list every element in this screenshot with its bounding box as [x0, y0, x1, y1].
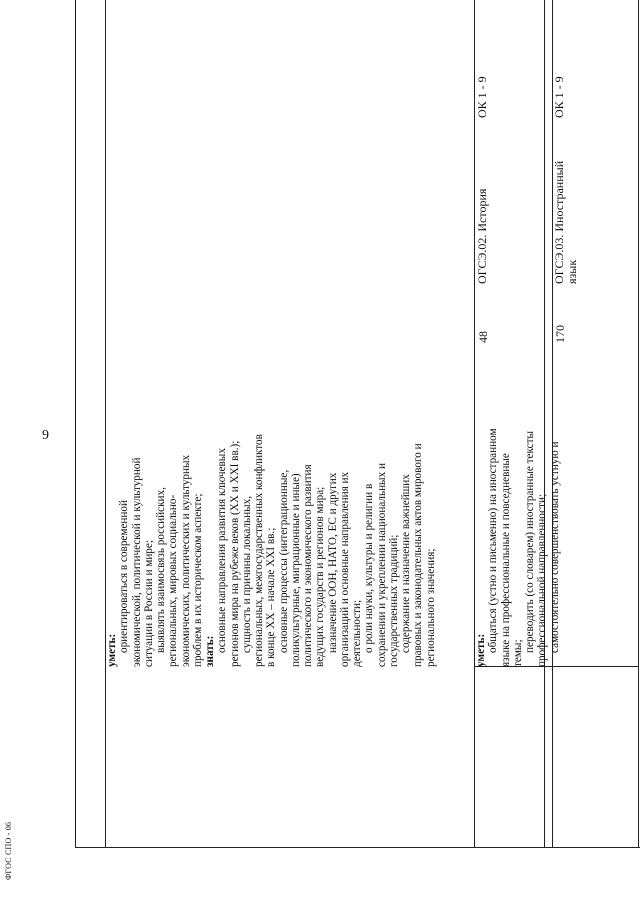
row-2-hours: 170 [553, 325, 567, 343]
content-line: в конце XX – начале XXI вв.; [265, 527, 278, 667]
content-line: ситуации в России и мире; [142, 540, 155, 667]
table-border-left [75, 847, 640, 848]
row-1-discipline: ОГСЭ.02. История [475, 188, 489, 284]
content-line: сохранении и укреплении национальных и [375, 463, 388, 667]
content-line: выявлять взаимосвязь российских, [155, 487, 167, 653]
content-line: темы; [511, 639, 524, 667]
content-line: деятельности; [351, 599, 363, 667]
content-line: регионального значения; [424, 548, 437, 667]
content-line: уметь: [475, 633, 487, 667]
row-1-competencies: ОК 1 - 9 [475, 76, 489, 118]
discipline-line: язык [565, 259, 579, 284]
content-line: поликультурные, миграционные и иные) [289, 473, 302, 667]
content-line: регионов мира на рубеже веков (XX и XXI вв.); [228, 440, 241, 667]
discipline-line: ОГСЭ.03. Иностранный [552, 160, 566, 284]
content-line: языке на профессиональные и повседневные [499, 453, 512, 667]
content-line: знать: [204, 635, 216, 667]
col-line-3 [544, 0, 545, 848]
content-line: содержание и назначение важнейших [400, 474, 412, 653]
content-line: уметь: [106, 633, 118, 667]
content-line: государственных традиций; [387, 534, 400, 667]
content-line: ориентироваться в современной [118, 500, 131, 653]
col-line-1 [105, 0, 106, 848]
rotated-table [75, 0, 640, 848]
table-border-bottom [638, 0, 639, 848]
content-line: экономической, политической и культурной [130, 457, 143, 667]
content-line: экономических, политических и культурных [179, 454, 192, 667]
table-border-top [75, 0, 76, 848]
row-1-content [106, 434, 437, 667]
content-line: основные направления развития ключевых [216, 448, 229, 653]
row-2-content [475, 428, 561, 667]
content-line: переводить (со словарем) иностранные тексты [524, 431, 536, 653]
footer-code: ФГОС СПО - 06 [4, 821, 13, 880]
content-line: организаций и основные направления их [338, 471, 351, 667]
content-line: сущность и причины локальных, [240, 496, 253, 653]
content-line: профессиональной направленности; [536, 493, 549, 667]
content-line: назначение ООН, НАТО, ЕС и других [326, 472, 339, 653]
content-line: проблем в их историческом аспекте; [191, 493, 204, 667]
content-line: общаться (устно и письменно) на иностранном [487, 428, 500, 653]
row-2-competencies: ОК 1 - 9 [552, 76, 566, 118]
col-line-2 [474, 0, 475, 848]
row-1-hours: 48 [476, 331, 490, 343]
page-number: 9 [42, 428, 49, 443]
content-line: ведущих государств и регионов мира; [314, 486, 327, 667]
content-line: о роли науки, культуры и религии в [363, 483, 376, 653]
content-line: региональных, межгосударственных конфликтов [253, 434, 265, 667]
col-line-4 [552, 0, 553, 848]
content-line: правовых и законодательных актов мирового и [412, 443, 425, 667]
content-line: основные процессы (интеграционные, [277, 469, 290, 653]
content-line: политического и экономического развития [302, 464, 314, 667]
row-2-discipline [553, 161, 579, 284]
content-line: региональных, мировых социально- [167, 494, 180, 667]
content-line: самостоятельно совершенствовать устную и [548, 441, 561, 653]
